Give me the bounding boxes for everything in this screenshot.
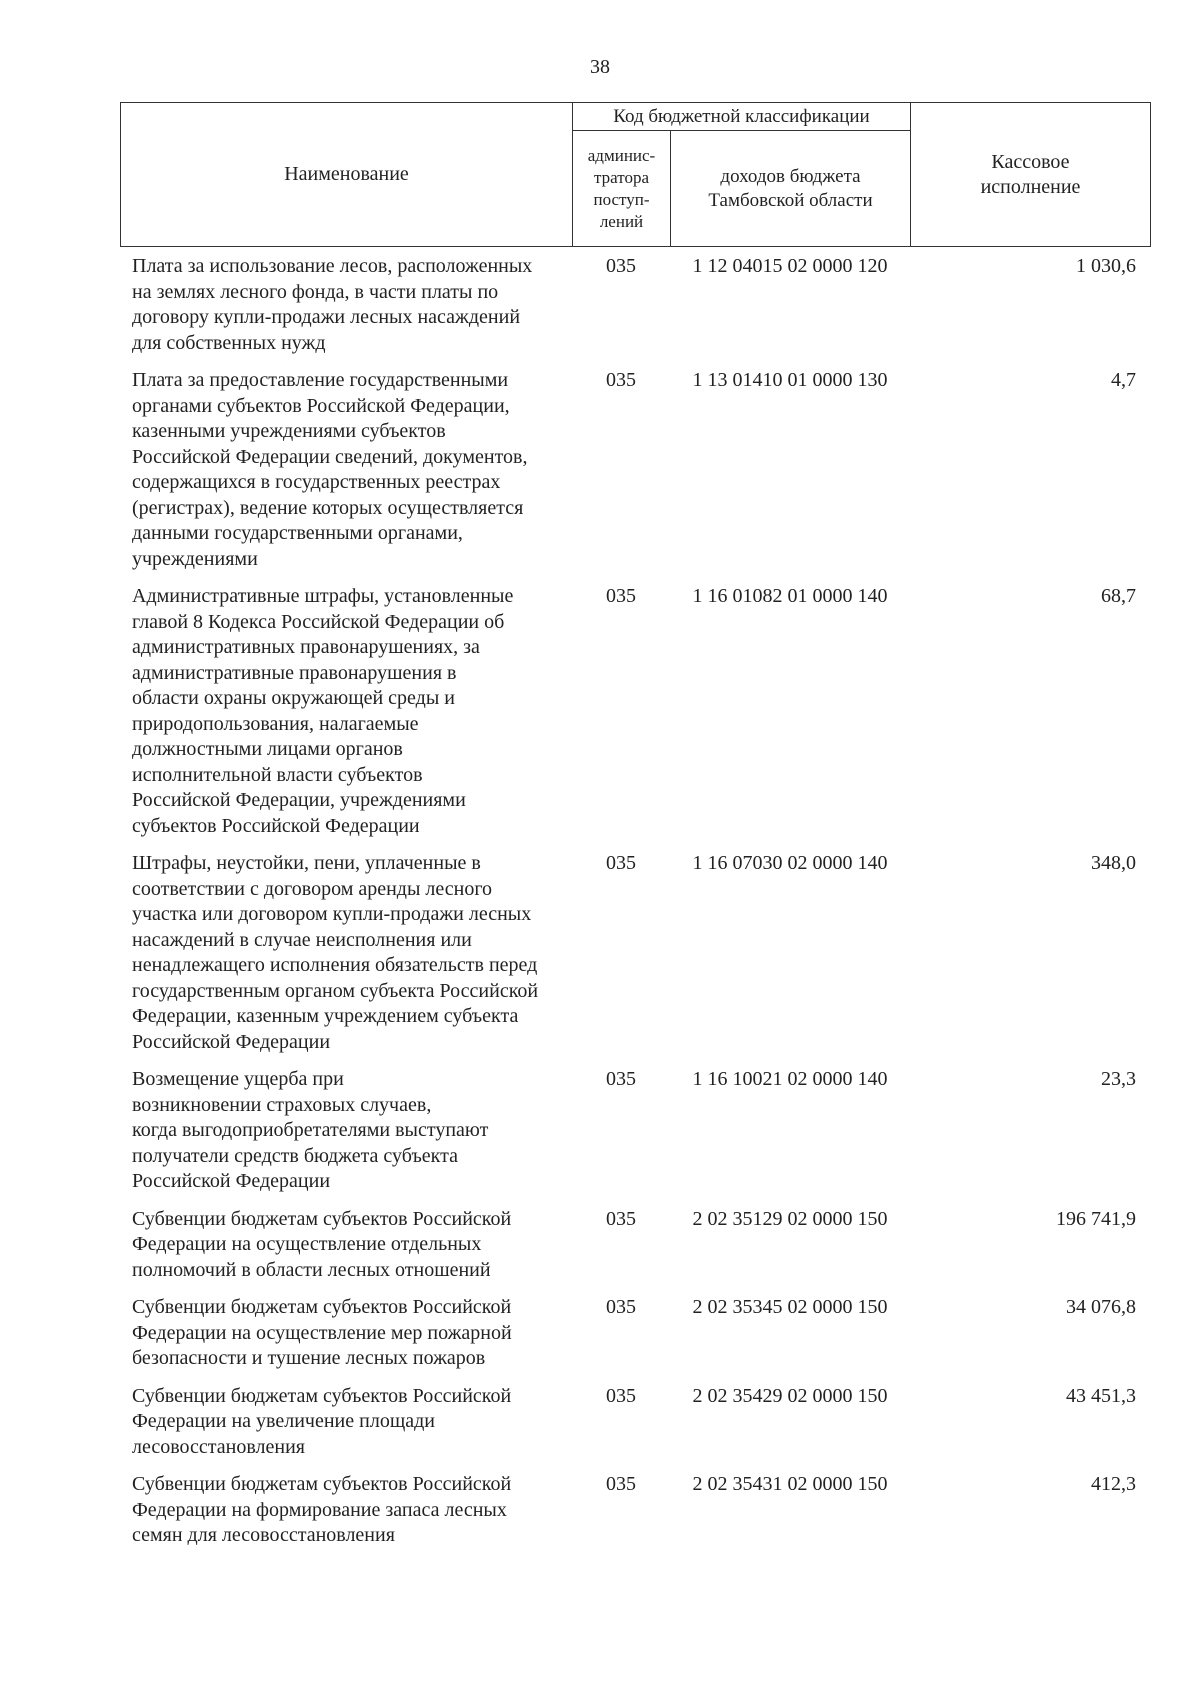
row-name-line: государственным органом субъекта Российской — [132, 979, 539, 1002]
row-admin-code: 035 — [606, 255, 636, 277]
row-admin-code: 035 — [606, 1384, 636, 1407]
row-classification-code: 2 02 35431 02 0000 150 — [692, 1473, 888, 1495]
row-amount: 34 076,8 — [1066, 1296, 1136, 1318]
row-name-line: учреждениями — [132, 547, 258, 570]
row-name-line: Субвенции бюджетам субъектов Российской — [132, 1473, 512, 1495]
table-row — [120, 1067, 1150, 1207]
row-name-line: полномочий в области лесных отношений — [132, 1258, 491, 1281]
row-amount: 412,3 — [1091, 1473, 1136, 1495]
row-name-line: данными государственными органами, — [132, 522, 463, 544]
table-row — [120, 584, 1150, 851]
header-name: Наименование — [121, 103, 573, 247]
row-amount: 68,7 — [1101, 585, 1136, 607]
row-name-line: субъектов Российской Федерации — [132, 814, 420, 837]
row-classification-code: 1 13 01410 01 0000 130 — [692, 369, 888, 391]
row-amount: 4,7 — [1111, 369, 1136, 391]
row-name-line: Российской Федерации, учреждениями — [132, 789, 466, 811]
row-name-line: Федерации на формирование запаса лесных — [132, 1498, 507, 1521]
row-name-line: исполнительной власти субъектов — [132, 763, 423, 786]
row-name-line: участка или договором купли-продажи лесных — [132, 903, 532, 925]
row-name-line: на землях лесного фонда, в части платы по — [132, 280, 499, 303]
table-row — [120, 1384, 1150, 1473]
row-name — [120, 1472, 572, 1561]
row-name-line: безопасности и тушение лесных пожаров — [132, 1347, 486, 1369]
table-body — [120, 254, 1150, 1561]
row-name-line: Субвенции бюджетам субъектов Российской — [132, 1384, 512, 1407]
row-name-line: насаждений в случае неисполнения или — [132, 928, 472, 951]
row-classification-code: 2 02 35429 02 0000 150 — [692, 1384, 888, 1407]
row-name-line: для собственных нужд — [132, 331, 326, 354]
row-name-line: Российской Федерации — [132, 1170, 331, 1192]
row-classification-code: 1 12 04015 02 0000 120 — [692, 255, 888, 277]
header-admin: админис- тратора поступ- лений — [573, 131, 671, 247]
row-name-line: содержащихся в государственных реестрах — [132, 471, 501, 493]
table-row — [120, 1472, 1150, 1561]
row-name — [120, 851, 572, 1067]
row-name-line: главой 8 Кодекса Российской Федерации об — [132, 610, 505, 633]
row-name-line: Возмещение ущерба при — [132, 1068, 344, 1090]
row-name-line: органами субъектов Российской Федерации, — [132, 394, 510, 417]
table-row — [120, 1207, 1150, 1296]
header-budget-code: Код бюджетной классификации — [573, 103, 911, 131]
row-admin-code: 035 — [606, 1296, 636, 1318]
table-rows — [120, 254, 1150, 1561]
row-amount: 43 451,3 — [1066, 1384, 1136, 1407]
row-name-line: семян для лесовосстановления — [132, 1524, 395, 1546]
row-name-line: Плата за предоставление государственными — [132, 369, 509, 391]
header-execution: Кассовое исполнение — [911, 103, 1151, 247]
row-name — [120, 1384, 572, 1473]
header-income: доходов бюджета Тамбовской области — [671, 131, 911, 247]
row-amount: 23,3 — [1101, 1068, 1136, 1090]
row-name-line: административные правонарушения в — [132, 661, 457, 684]
row-name-line: Российской Федерации сведений, документов, — [132, 445, 528, 468]
row-classification-code: 1 16 10021 02 0000 140 — [692, 1068, 888, 1090]
row-name-line: Штрафы, неустойки, пени, уплаченные в — [132, 852, 481, 874]
row-name-line: природопользования, налагаемые — [132, 712, 419, 735]
page-number: 38 — [590, 56, 610, 78]
row-name-line: Федерации на увеличение площади — [132, 1410, 435, 1432]
row-name-line: когда выгодоприобретателями выступают — [132, 1119, 489, 1141]
row-name-line: договору купли-продажи лесных насаждений — [132, 306, 521, 328]
row-name-line: (регистрах), ведение которых осуществляется — [132, 496, 524, 519]
row-name-line: Административные штрафы, установленные — [132, 585, 514, 607]
row-classification-code: 1 16 01082 01 0000 140 — [692, 585, 888, 607]
row-name-line: Субвенции бюджетам субъектов Российской — [132, 1296, 512, 1318]
row-admin-code: 035 — [606, 852, 636, 874]
row-name — [120, 584, 572, 851]
row-name-line: соответствии с договором аренды лесного — [132, 877, 493, 900]
row-admin-code: 035 — [606, 585, 636, 607]
row-classification-code: 1 16 07030 02 0000 140 — [692, 852, 888, 874]
row-name-line: Российской Федерации — [132, 1030, 331, 1053]
table-row — [120, 1295, 1150, 1384]
row-name-line: получатели средств бюджета субъекта — [132, 1144, 458, 1167]
row-name — [120, 1207, 572, 1296]
row-classification-code: 2 02 35345 02 0000 150 — [692, 1296, 888, 1318]
table-header — [120, 102, 1151, 247]
row-name-line: Федерации на осуществление отдельных — [132, 1233, 482, 1255]
row-name-line: лесовосстановления — [132, 1435, 305, 1458]
row-name-line: Субвенции бюджетам субъектов Российской — [132, 1207, 512, 1230]
row-name-line: казенными учреждениями субъектов — [132, 420, 446, 442]
row-amount: 348,0 — [1091, 852, 1136, 874]
row-admin-code: 035 — [606, 1473, 636, 1495]
row-name-line: области охраны окружающей среды и — [132, 687, 455, 709]
row-name — [120, 368, 572, 584]
table-row — [120, 368, 1150, 584]
row-admin-code: 035 — [606, 1207, 636, 1230]
row-name-line: Федерации, казенным учреждением субъекта — [132, 1005, 519, 1027]
row-admin-code: 035 — [606, 1068, 636, 1090]
row-name-line: должностными лицами органов — [132, 738, 403, 760]
row-classification-code: 2 02 35129 02 0000 150 — [692, 1207, 888, 1230]
row-name-line: возникновении страховых случаев, — [132, 1093, 432, 1116]
row-amount: 1 030,6 — [1076, 255, 1136, 277]
row-name-line: Плата за использование лесов, расположенных — [132, 255, 533, 277]
row-amount: 196 741,9 — [1056, 1207, 1136, 1230]
row-name — [120, 1067, 572, 1207]
table-row — [120, 851, 1150, 1067]
row-admin-code: 035 — [606, 369, 636, 391]
row-name-line: административных правонарушениях, за — [132, 636, 480, 658]
table-row — [120, 254, 1150, 368]
row-name-line: ненадлежащего исполнения обязательств перед — [132, 954, 538, 976]
row-name — [120, 1295, 572, 1384]
row-name-line: Федерации на осуществление мер пожарной — [132, 1321, 512, 1344]
row-name — [120, 254, 572, 368]
